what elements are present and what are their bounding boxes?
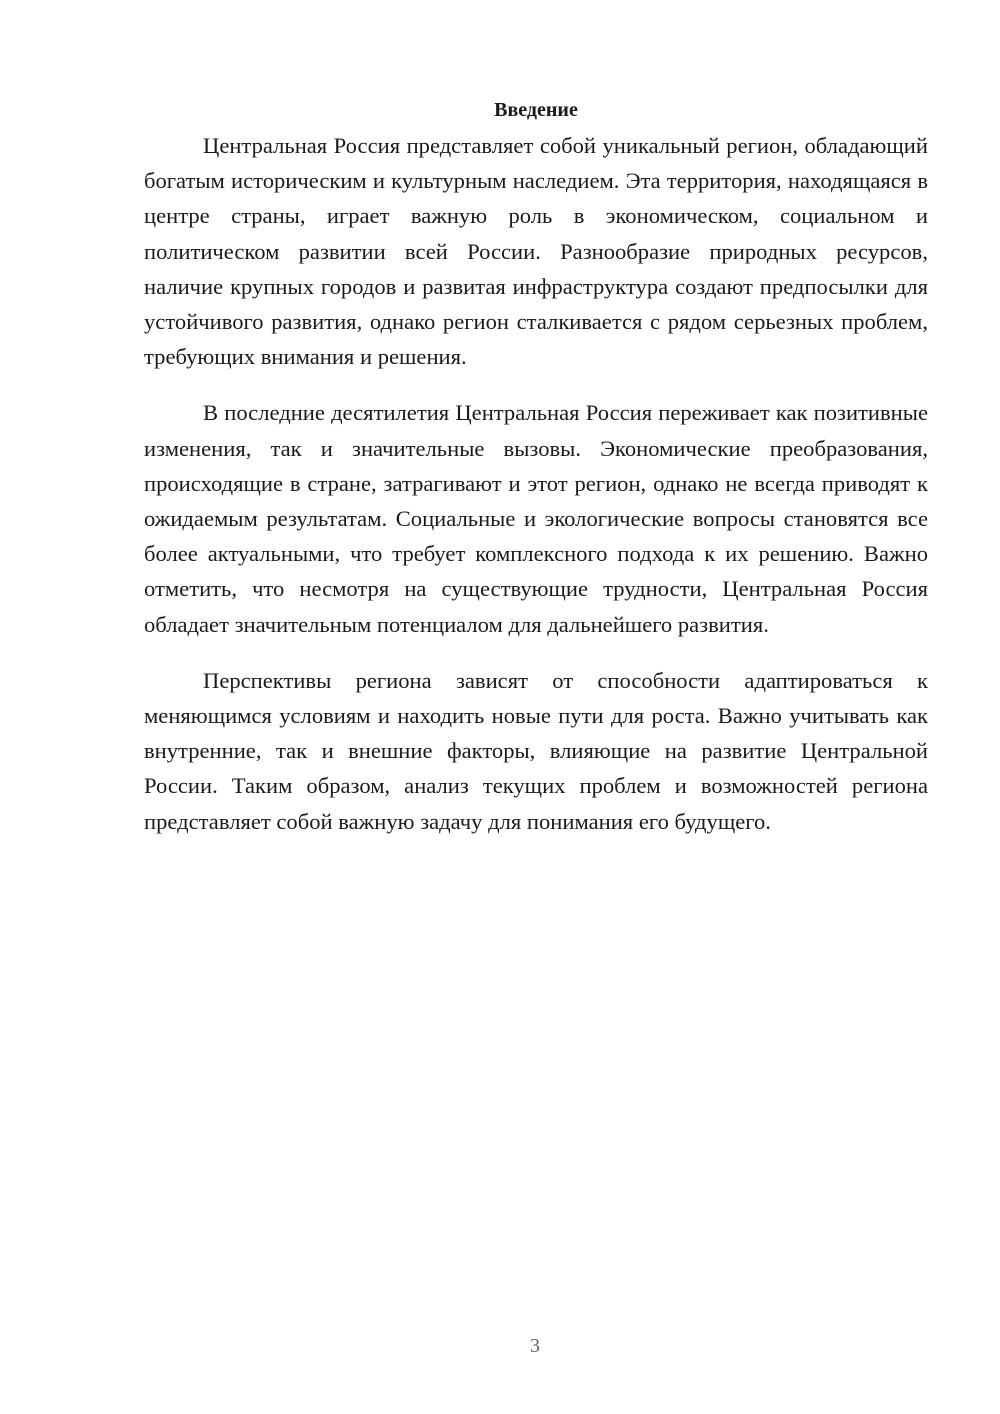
- section-heading: Введение: [494, 99, 578, 121]
- page-content: [144, 92, 928, 839]
- paragraph-1: Центральная Россия представляет собой уникальный регион, обладающий богатым историческим и культурным наследием. Эта территория, находящаяся в центре страны, играет важную роль в экономическом, социальном и политическом развитии всей России. Разнообразие природных ресурсов, наличие крупных городов и развитая инфраструктура создают предпосылки для устойчивого развития, однако регион сталкивается с рядом серьезных проблем, требующих внимания и решения.: [144, 133, 928, 370]
- page-number: 3: [530, 1335, 540, 1357]
- paragraph-2: В последние десятилетия Центральная Россия переживает как позитивные изменения, так и значительные вызовы. Экономические преобразования, происходящие в стране, затрагивают и этот регион, однако не всегда приводят к ожидаемым результатам. Социальные и экологические вопросы становятся все более актуальными, что требует комплексного подхода к их решению. Важно отметить, что несмотря на существующие трудности, Центральная Россия обладает значительным потенциалом для дальнейшего развития.: [144, 400, 928, 637]
- paragraph-3: Перспективы региона зависят от способности адаптироваться к меняющимся условиям и находить новые пути для роста. Важно учитывать как внутренние, так и внешние факторы, влияющие на развитие Центральной России. Таким образом, анализ текущих проблем и возможностей региона представляет собой важную задачу для понимания его будущего.: [144, 667, 928, 834]
